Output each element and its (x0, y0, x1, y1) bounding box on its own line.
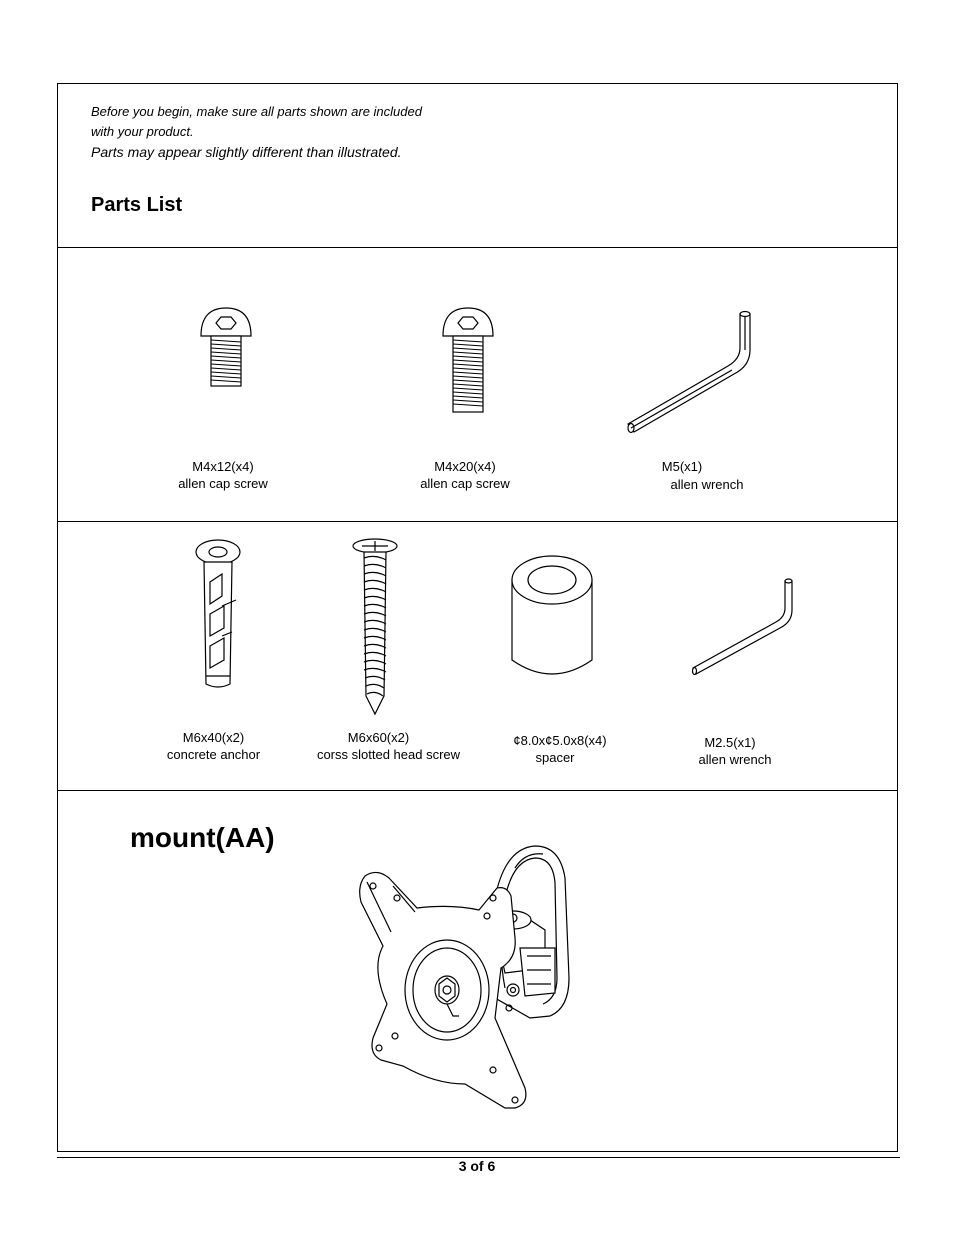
part-code: M2.5(x1) (704, 735, 756, 750)
cap-screw-long-icon (438, 304, 498, 416)
part-code: M6x60(x2) (347, 730, 410, 745)
part-caption (665, 734, 805, 768)
page-number: 3 of 6 (458, 1158, 496, 1174)
part-desc: allen cap screw (178, 476, 268, 491)
part-desc: concrete anchor (166, 747, 261, 762)
divider (57, 247, 898, 248)
allen-wrench-small-icon (690, 576, 800, 678)
part-desc: corss slotted head screw (316, 747, 461, 762)
part-code: M5(x1) (661, 459, 703, 474)
intro-text (91, 102, 422, 162)
part-desc: allen wrench (698, 752, 772, 767)
part-caption (490, 732, 630, 766)
concrete-anchor-icon (192, 536, 244, 692)
part-caption (148, 458, 298, 492)
part-code: ¢8.0x¢5.0x8(x4) (513, 733, 607, 748)
part-code: M4x12(x4) (192, 459, 254, 474)
intro-line-1: Before you begin, make sure all parts shown are included (91, 104, 422, 119)
part-caption (627, 458, 767, 493)
mount-title: mount(AA) (130, 822, 275, 853)
part-code: M6x40(x2) (182, 730, 245, 745)
part-desc: allen cap screw (420, 476, 510, 491)
divider (57, 521, 898, 522)
spacer-icon (508, 552, 596, 684)
divider (57, 790, 898, 791)
part-caption (390, 458, 540, 492)
tilt-swivel-mount-icon (355, 838, 585, 1123)
part-caption (296, 729, 481, 763)
parts-list-title: Parts List (91, 194, 183, 216)
part-desc: allen wrench (670, 477, 744, 492)
intro-line-2: with your product. (91, 124, 194, 139)
cap-screw-short-icon (196, 304, 256, 390)
part-desc: spacer (535, 750, 575, 765)
part-code: M4x20(x4) (434, 459, 496, 474)
wood-screw-icon (350, 536, 400, 718)
intro-line-3: Parts may appear slightly different than illustrated. (91, 144, 402, 160)
part-caption (146, 729, 281, 763)
allen-wrench-large-icon (622, 308, 762, 438)
